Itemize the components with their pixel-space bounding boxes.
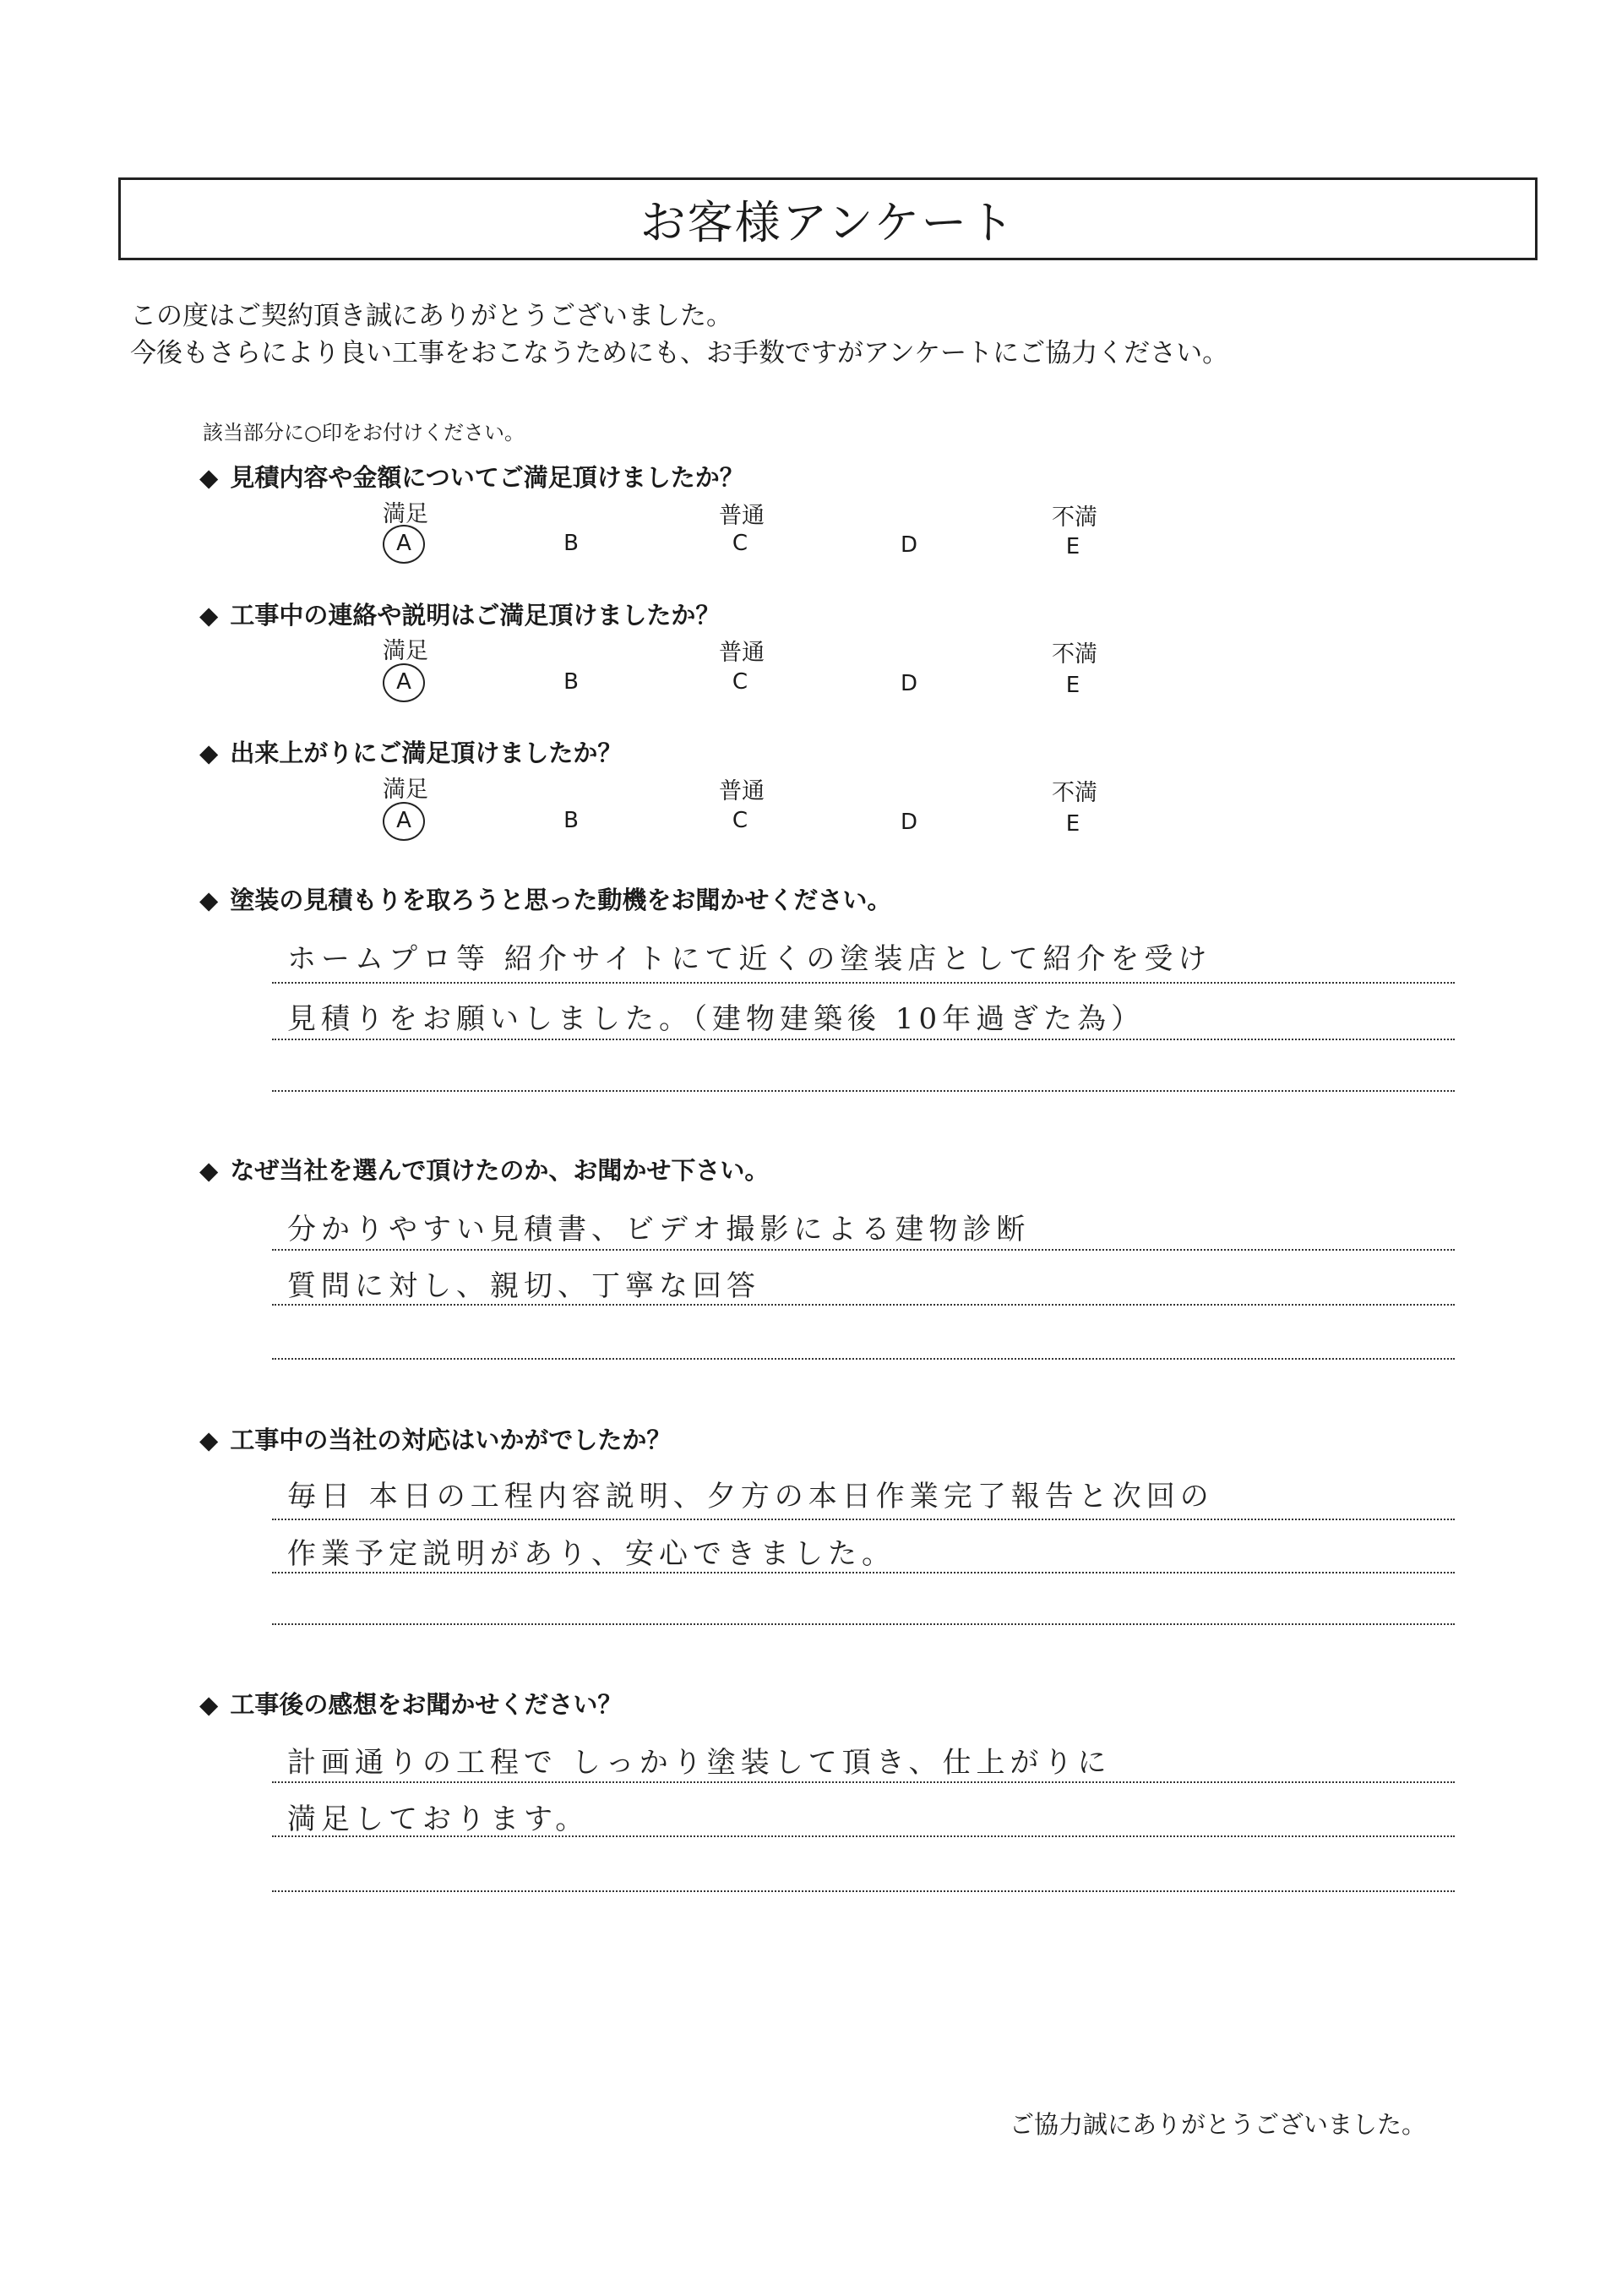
answer-line <box>272 1623 1455 1625</box>
option-b[interactable]: B <box>563 531 579 556</box>
question-text: 塗装の見積もりを取ろうと思った動機をお聞かせください。 <box>230 886 892 914</box>
intro-text <box>130 297 1228 372</box>
diamond-icon: ◆ <box>199 601 219 630</box>
text-question-4 <box>199 1686 622 1721</box>
handwritten-answer: 満足しております。 <box>287 1802 590 1836</box>
label-dissatisfied: 不満 <box>1052 641 1097 668</box>
option-b[interactable]: B <box>563 669 579 695</box>
option-c[interactable]: C <box>732 808 748 833</box>
question-text: 出来上がりにご満足頂けましたか？ <box>230 739 623 767</box>
diamond-icon: ◆ <box>199 1690 219 1719</box>
answer-line <box>272 1090 1455 1092</box>
label-neutral: 普通 <box>719 503 765 529</box>
option-d[interactable]: D <box>900 671 918 696</box>
option-d[interactable]: D <box>900 532 918 558</box>
rating-question-2 <box>199 597 720 631</box>
option-e[interactable]: E <box>1065 811 1080 837</box>
option-e[interactable]: E <box>1065 673 1080 698</box>
diamond-icon: ◆ <box>199 1426 219 1454</box>
answer-line <box>272 1781 1455 1783</box>
text-question-1 <box>199 881 891 916</box>
label-neutral: 普通 <box>719 778 765 804</box>
answer-line <box>272 1519 1455 1520</box>
option-d[interactable]: D <box>900 810 918 835</box>
option-c[interactable]: C <box>732 531 748 556</box>
diamond-icon: ◆ <box>199 463 219 492</box>
handwritten-answer: 質問に対し、親切、丁寧な回答 <box>287 1269 760 1303</box>
diamond-icon: ◆ <box>199 886 219 914</box>
closing-message: ご協力誠にありがとうございました。 <box>1010 2110 1427 2139</box>
diamond-icon: ◆ <box>199 739 219 767</box>
handwritten-answer: 分かりやすい見積書、ビデオ撮影による建物診断 <box>287 1213 1031 1246</box>
answer-line <box>272 1835 1455 1837</box>
label-neutral: 普通 <box>719 640 765 666</box>
question-text: 工事中の当社の対応はいかがでしたか？ <box>230 1426 672 1454</box>
intro-line-1: この度はご契約頂き誠にありがとうございました。 <box>130 301 732 331</box>
answer-line <box>272 1358 1455 1360</box>
answer-line <box>272 1890 1455 1892</box>
label-dissatisfied: 不満 <box>1052 504 1097 531</box>
label-dissatisfied: 不満 <box>1052 780 1097 806</box>
text-question-3 <box>199 1421 671 1456</box>
survey-title: お客様アンケート <box>118 177 1538 260</box>
answer-line <box>272 1304 1455 1306</box>
question-text: 工事後の感想をお聞かせください？ <box>230 1690 623 1719</box>
answer-line <box>272 1249 1455 1251</box>
label-satisfied: 満足 <box>383 501 428 527</box>
handwritten-answer: 見積りをお願いしました。（建物建築後 10年過ぎた為） <box>287 1002 1146 1036</box>
option-b[interactable]: B <box>563 808 579 833</box>
answer-line <box>272 1039 1455 1040</box>
option-e[interactable]: E <box>1065 534 1080 559</box>
rating-question-3 <box>199 734 622 769</box>
text-question-2 <box>199 1152 769 1186</box>
rating-question-1 <box>199 459 744 494</box>
answer-line <box>272 1572 1455 1573</box>
question-text: なぜ当社を選んで頂けたのか、お聞かせ下さい。 <box>230 1156 770 1185</box>
label-satisfied: 満足 <box>383 777 428 803</box>
intro-line-2: 今後もさらにより良い工事をおこなうためにも、お手数ですがアンケートにご協力ください。 <box>130 338 1229 368</box>
option-a[interactable]: A <box>396 808 411 833</box>
diamond-icon: ◆ <box>199 1156 219 1185</box>
handwritten-answer: 毎日 本日の工程内容説明、夕方の本日作業完了報告と次回の <box>287 1480 1214 1513</box>
label-satisfied: 満足 <box>383 638 428 664</box>
handwritten-answer: 作業予定説明があり、安心できました。 <box>287 1537 895 1571</box>
handwritten-answer: 計画通りの工程で しっかり塗装して頂き、仕上がりに <box>287 1746 1112 1780</box>
handwritten-answer: ホームプロ等 紹介サイトにて近くの塗装店として紹介を受け <box>287 942 1212 976</box>
option-c[interactable]: C <box>732 669 748 695</box>
instruction-text: 該当部分に○印をお付けください。 <box>203 421 525 444</box>
answer-line <box>272 982 1455 984</box>
question-text: 工事中の連絡や説明はご満足頂けましたか？ <box>230 601 721 630</box>
option-a[interactable]: A <box>396 531 411 556</box>
question-text: 見積内容や金額についてご満足頂けましたか？ <box>230 463 744 492</box>
option-a[interactable]: A <box>396 669 411 695</box>
